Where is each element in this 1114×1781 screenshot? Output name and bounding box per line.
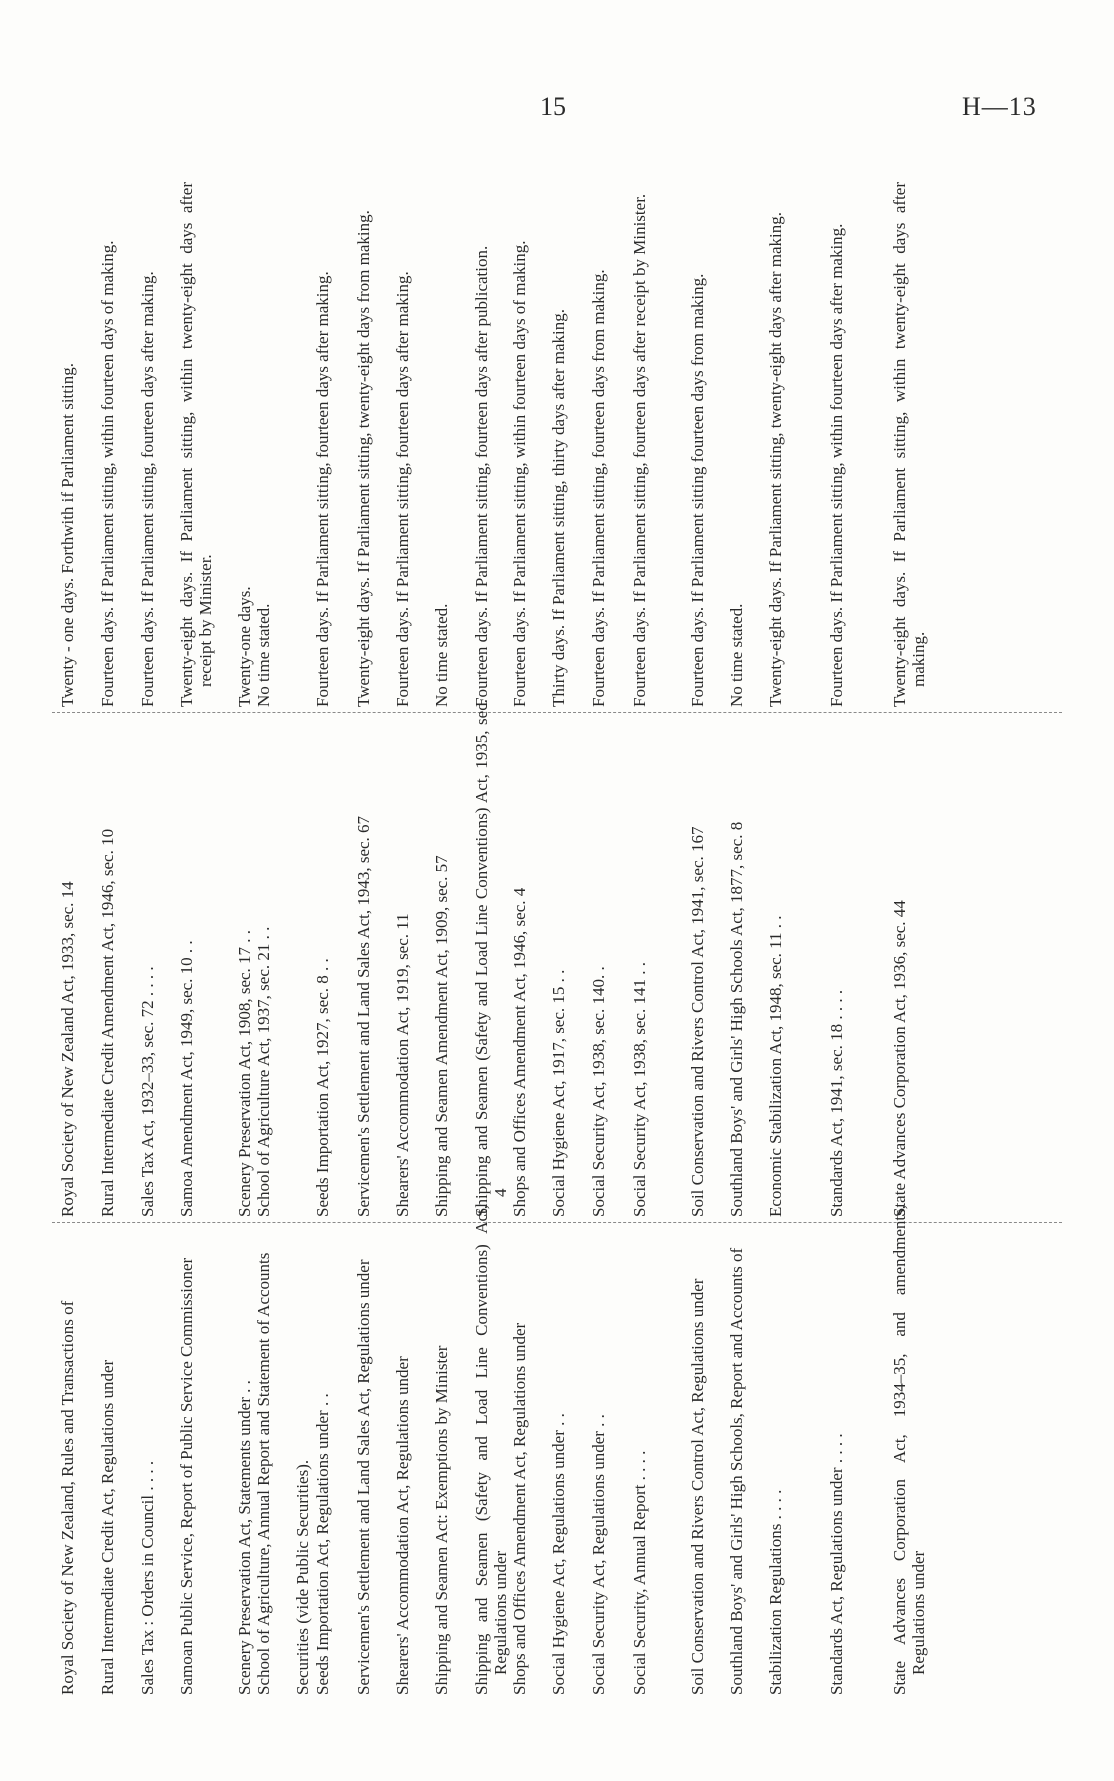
act-cell: Soil Conservation and Rivers Control Act, 1941, sec. 167: [688, 826, 707, 1217]
subject-cell: Sales Tax : Orders in Council . . . .: [138, 1460, 157, 1695]
subject-cell: Seeds Importation Act, Regulations under . .: [313, 1393, 332, 1695]
subject-cell: Securities (vide Public Securities).: [293, 1459, 312, 1695]
time-cell: Twenty-eight days. If Parliament sitting, twenty-eight days after making.: [766, 212, 785, 707]
subject-cell: Social Security, Annual Report . . . .: [630, 1450, 649, 1695]
page-header: [0, 92, 1114, 132]
time-cell: Twenty - one days. Forthwith if Parliament sitting.: [58, 363, 77, 707]
act-cell: Shearers' Accommodation Act, 1919, sec. 11: [393, 913, 412, 1217]
time-cell: Fourteen days. If Parliament sitting, within fourteen days of making.: [510, 240, 529, 707]
time-cell: Fourteen days. If Parliament sitting, fourteen days from making.: [589, 269, 608, 707]
act-cell: Social Security Act, 1938, sec. 141 . .: [630, 962, 649, 1217]
act-cell: Royal Society of New Zealand Act, 1933, sec. 14: [58, 881, 77, 1217]
subject-cell: Shearers' Accommodation Act, Regulations under: [393, 1356, 412, 1695]
act-cell: Shipping and Seamen (Safety and Load Line Conventions) Act, 1935, sec. 4: [472, 699, 510, 1217]
act-cell: State Advances Corporation Act, 1936, sec. 44: [890, 900, 909, 1217]
act-cell: Social Security Act, 1938, sec. 140. .: [589, 966, 608, 1217]
subject-cell: Southland Boys' and Girls' High Schools, Report and Accounts of: [727, 1247, 746, 1695]
subject-cell: Stabilization Regulations . . . .: [766, 1489, 785, 1695]
time-cell: Fourteen days. If Parliament sitting, within fourteen days of making.: [98, 240, 117, 707]
subject-cell: School of Agriculture, Annual Report and Statement of Accounts: [254, 1252, 273, 1695]
time-cell: Fourteen days. If Parliament sitting, fourteen days after making.: [393, 271, 412, 707]
paper-code: H—13: [962, 92, 1037, 121]
time-cell: No time stated.: [727, 603, 746, 707]
time-cell: Twenty-one days.: [235, 586, 254, 707]
time-cell: No time stated.: [254, 603, 273, 707]
time-cell: Fourteen days. If Parliament sitting, fourteen days after publication.: [472, 245, 491, 707]
act-cell: Rural Intermediate Credit Amendment Act, 1946, sec. 10: [98, 828, 117, 1217]
time-cell: Twenty-eight days. If Parliament sitting, within twenty-eight days after making.: [890, 182, 928, 707]
act-cell: Servicemen's Settlement and Land Sales Act, 1943, sec. 67: [354, 815, 373, 1217]
time-cell: Thirty days. If Parliament sitting, thirty days after making.: [549, 309, 568, 707]
subject-cell: Samoan Public Service, Report of Public Service Commissioner: [177, 1257, 196, 1695]
act-cell: Southland Boys' and Girls' High Schools Act, 1877, sec. 8: [727, 821, 746, 1217]
rotated-table: [52, 182, 1062, 1695]
act-cell: Seeds Importation Act, 1927, sec. 8 . .: [313, 958, 332, 1217]
act-cell: Shops and Offices Amendment Act, 1946, sec. 4: [510, 887, 529, 1217]
time-cell: Fourteen days. If Parliament sitting, fourteen days after receipt by Minister.: [630, 193, 649, 707]
subject-cell: Standards Act, Regulations under . . . .: [827, 1433, 846, 1695]
act-cell: Economic Stabilization Act, 1948, sec. 11 . .: [766, 915, 785, 1217]
time-cell: Fourteen days. If Parliament sitting, within fourteen days after making.: [827, 223, 846, 707]
act-cell: Shipping and Seamen Amendment Act, 1909, sec. 57: [432, 855, 451, 1217]
act-cell: Sales Tax Act, 1932–33, sec. 72 . . . .: [138, 966, 157, 1217]
act-cell: Scenery Preservation Act, 1908, sec. 17 . .: [235, 929, 254, 1217]
subject-cell: Shipping and Seamen Act: Exemptions by Minister: [432, 1345, 451, 1695]
subject-cell: Servicemen's Settlement and Land Sales Act, Regulations under: [354, 1259, 373, 1695]
act-cell: School of Agriculture Act, 1937, sec. 21 . .: [254, 926, 273, 1217]
subject-cell: Social Hygiene Act, Regulations under . .: [549, 1413, 568, 1695]
subject-cell: Social Security Act, Regulations under . .: [589, 1414, 608, 1695]
time-cell: Twenty-eight days. If Parliament sitting, twenty-eight days from making.: [354, 210, 373, 707]
subject-cell: Scenery Preservation Act, Statements under . .: [235, 1380, 254, 1695]
act-cell: Standards Act, 1941, sec. 18 . . . .: [827, 989, 846, 1217]
subject-cell: Royal Society of New Zealand, Rules and Transactions of: [58, 1300, 77, 1695]
subject-cell: Soil Conservation and Rivers Control Act, Regulations under: [688, 1278, 707, 1695]
subject-cell: Shops and Offices Amendment Act, Regulations under: [510, 1322, 529, 1695]
act-cell: Social Hygiene Act, 1917, sec. 15 . .: [549, 969, 568, 1217]
time-cell: Fourteen days. If Parliament sitting, fourteen days after making.: [138, 271, 157, 707]
time-cell: Twenty-eight days. If Parliament sitting, within twenty-eight days after receipt by Minister.: [177, 182, 215, 707]
subject-cell: Shipping and Seamen (Safety and Load Line Conventions) Act, Regulations under: [472, 1205, 510, 1695]
page-number: 15: [540, 92, 566, 121]
act-cell: Samoa Amendment Act, 1949, sec. 10 . .: [177, 940, 196, 1217]
time-cell: No time stated.: [432, 603, 451, 707]
time-cell: Fourteen days. If Parliament sitting fourteen days from making.: [688, 273, 707, 707]
time-cell: Fourteen days. If Parliament sitting, fourteen days after making.: [313, 271, 332, 707]
subject-cell: Rural Intermediate Credit Act, Regulations under: [98, 1359, 117, 1695]
subject-cell: State Advances Corporation Act, 1934–35, and amendments, Regulations under: [890, 1205, 928, 1695]
